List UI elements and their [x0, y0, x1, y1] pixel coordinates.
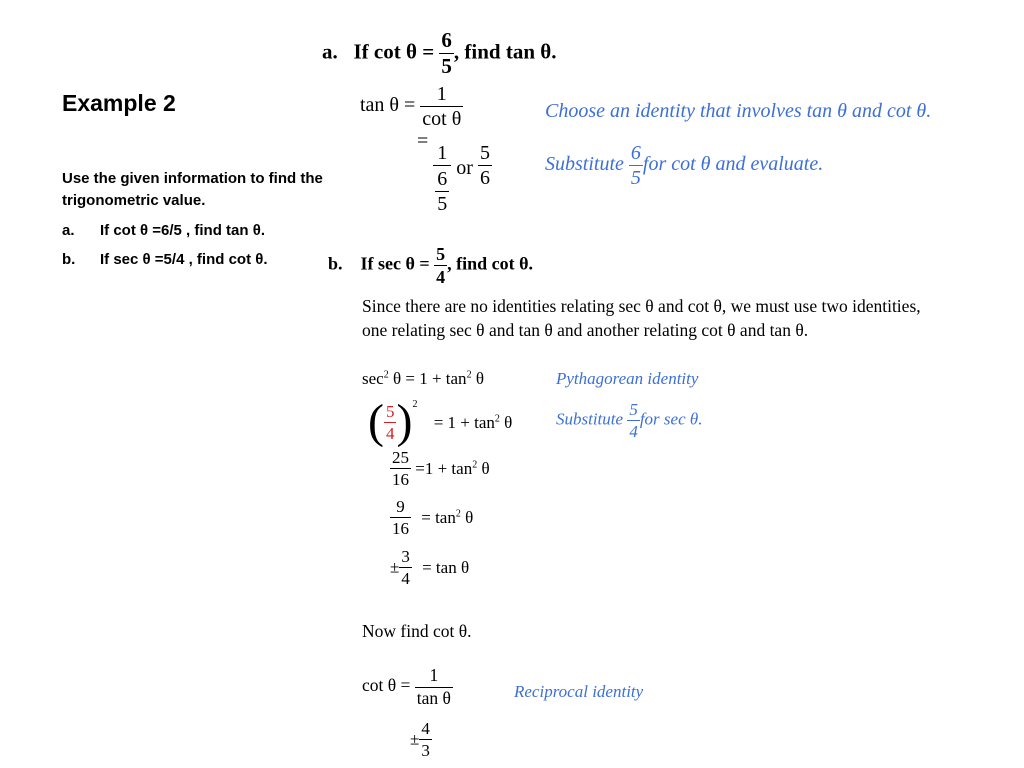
- part-b-line4: [390, 498, 473, 537]
- fraction: [629, 143, 643, 188]
- numerator: 5: [385, 401, 395, 421]
- equation-rhs: [421, 508, 473, 527]
- denominator: 5: [441, 54, 452, 78]
- part-b-line7: [410, 720, 432, 759]
- denominator: 16: [392, 470, 409, 489]
- numerator: 6: [441, 28, 452, 52]
- fraction: [439, 30, 454, 77]
- equals-sign: =: [417, 129, 429, 152]
- plus-minus: ±: [390, 557, 400, 577]
- numerator: 6: [630, 142, 641, 164]
- term: θ: [499, 412, 513, 432]
- part-a-step2: [417, 129, 492, 215]
- instruction-text: Use the given information to find the trigonometric value.: [62, 170, 323, 209]
- exponent: 2: [455, 507, 461, 519]
- part-b-prompt-post: , find cot θ.: [447, 253, 534, 274]
- numerator: 1: [433, 143, 451, 166]
- term: θ = 1 + tan: [388, 369, 467, 388]
- page-title: Example 2: [62, 90, 176, 116]
- denominator: 3: [421, 741, 430, 760]
- part-b-label: b.: [328, 253, 343, 274]
- part-a-step1-note: Choose an identity that involves tan θ and cot θ.: [545, 100, 932, 122]
- exponent: 2: [472, 458, 478, 470]
- denominator: 5: [437, 193, 448, 215]
- note-text: Substitute: [545, 153, 624, 176]
- term: =1 + tan: [415, 458, 473, 478]
- part-b-line3: [390, 449, 490, 488]
- part-a-step1: [360, 84, 463, 129]
- equation-lhs: cot θ =: [362, 675, 411, 696]
- part-b-explanation-line1: Since there are no identities relating sec θ and cot θ, we must use two identities,: [362, 296, 921, 316]
- part-b-explanation-line2: one relating sec θ and tan θ and another relating cot θ and tan θ.: [362, 320, 809, 340]
- fraction: [390, 498, 411, 537]
- term: = tan: [421, 507, 456, 527]
- denominator: tan θ: [416, 687, 451, 708]
- part-a-label: a.: [322, 39, 338, 64]
- left-paren: (: [368, 395, 384, 448]
- denominator: 4: [629, 422, 638, 441]
- part-b-prompt: [328, 245, 533, 286]
- exponent: 2: [383, 369, 389, 381]
- fraction: [478, 143, 492, 188]
- fraction: [435, 169, 449, 214]
- term: θ: [477, 458, 490, 478]
- numerator: 1: [420, 84, 463, 107]
- part-b-line1: [362, 369, 484, 389]
- denominator: 4: [436, 267, 446, 287]
- term: θ: [471, 369, 484, 388]
- list-item-text: If sec θ =5/4 , find cot θ.: [100, 251, 268, 268]
- term: θ: [460, 507, 474, 527]
- fraction: [433, 143, 451, 214]
- equation-lhs: tan θ =: [360, 94, 416, 117]
- exponent: 2: [494, 412, 500, 424]
- part-b-line2-note: [556, 401, 702, 440]
- list-item-label: b.: [62, 251, 76, 268]
- numerator: 5: [479, 142, 490, 164]
- list-item: [62, 222, 362, 242]
- list-item: [62, 251, 362, 271]
- part-b-line6: [362, 667, 453, 707]
- numerator: 9: [390, 498, 411, 518]
- term: = 1 + tan: [433, 412, 495, 432]
- fraction: [627, 401, 640, 440]
- numerator: 5: [436, 244, 446, 264]
- or-text: or: [456, 157, 473, 179]
- part-b-line5: [390, 548, 469, 587]
- list-item-label: a.: [62, 222, 75, 239]
- note-text: Substitute: [556, 409, 624, 429]
- denominator: 16: [392, 519, 409, 538]
- denominator: 6: [479, 167, 490, 189]
- numerator: 4: [421, 719, 430, 738]
- part-a-prompt-pre: If cot θ =: [353, 39, 435, 64]
- fraction: [419, 720, 432, 759]
- fraction: [420, 84, 463, 129]
- denominator: cot θ: [422, 108, 462, 130]
- fraction: [434, 245, 447, 286]
- note-text: for cot θ and evaluate.: [642, 153, 824, 176]
- denominator: 5: [630, 167, 641, 189]
- denominator: 4: [401, 569, 410, 588]
- term: sec: [362, 369, 384, 388]
- exponent: 2: [412, 399, 418, 410]
- fraction: [399, 548, 412, 587]
- numerator: 6: [437, 168, 448, 190]
- denominator: 4: [385, 423, 395, 443]
- list-item-text: If cot θ =6/5 , find tan θ.: [100, 222, 265, 239]
- part-b-line6-note: Reciprocal identity: [514, 682, 644, 701]
- note-text: for sec θ.: [639, 409, 703, 429]
- part-a-step2-note: [545, 143, 823, 188]
- exponent: 2: [466, 369, 472, 381]
- part-b-line2: [368, 395, 513, 448]
- fraction: [384, 403, 397, 442]
- part-b-line1-note: Pythagorean identity: [556, 369, 699, 388]
- equation-rhs: [415, 459, 489, 478]
- plus-minus: ±: [410, 729, 420, 749]
- part-b-prompt-pre: If sec θ =: [360, 253, 430, 274]
- part-b-now-text: Now find cot θ.: [362, 621, 472, 641]
- numerator: 3: [401, 547, 410, 566]
- equation-rhs: [434, 413, 513, 432]
- part-a-prompt: [322, 30, 557, 77]
- fraction: [390, 449, 411, 488]
- numerator: 1: [415, 667, 453, 688]
- numerator: 5: [629, 400, 638, 419]
- equation-rhs: = tan θ: [422, 557, 470, 577]
- right-paren: ): [396, 395, 413, 448]
- part-a-prompt-post: , find tan θ.: [453, 39, 557, 64]
- denominator: [433, 166, 451, 214]
- fraction: [415, 667, 453, 707]
- numerator: 25: [392, 448, 409, 467]
